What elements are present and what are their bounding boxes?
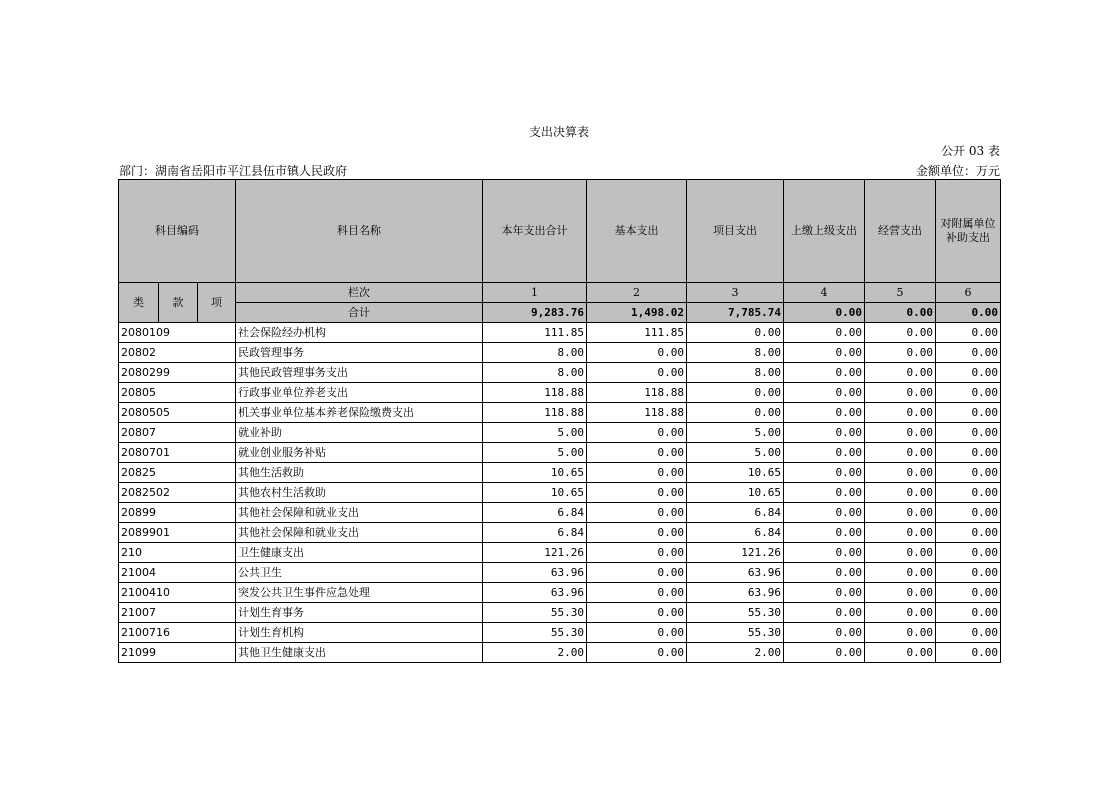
row-value-3: 5.00 <box>687 423 784 443</box>
row-code: 2080701 <box>119 443 236 463</box>
row-value-3: 63.96 <box>687 583 784 603</box>
header-xiang: 项 <box>198 283 236 323</box>
row-value-2: 111.85 <box>587 323 687 343</box>
row-value-4: 0.00 <box>784 403 865 423</box>
header-subsidiary-line2: 补助支出 <box>946 231 991 244</box>
row-value-5: 0.00 <box>865 363 936 383</box>
header-lanci: 栏次 <box>236 283 483 303</box>
row-value-6: 0.00 <box>936 403 1001 423</box>
table-row <box>119 483 1001 503</box>
total-value-2: 1,498.02 <box>587 303 687 323</box>
row-code: 2080109 <box>119 323 236 343</box>
row-value-2: 0.00 <box>587 423 687 443</box>
row-value-3: 8.00 <box>687 343 784 363</box>
column-number-2: 2 <box>587 283 687 303</box>
row-code: 20825 <box>119 463 236 483</box>
header-code: 科目编码 <box>119 180 236 283</box>
table-row <box>119 443 1001 463</box>
row-value-4: 0.00 <box>784 603 865 623</box>
table-row <box>119 423 1001 443</box>
row-value-4: 0.00 <box>784 323 865 343</box>
total-value-3: 7,785.74 <box>687 303 784 323</box>
row-value-5: 0.00 <box>865 443 936 463</box>
row-value-3: 63.96 <box>687 563 784 583</box>
row-code: 2089901 <box>119 523 236 543</box>
row-code: 2082502 <box>119 483 236 503</box>
table-row <box>119 503 1001 523</box>
row-value-2: 118.88 <box>587 383 687 403</box>
row-value-5: 0.00 <box>865 383 936 403</box>
row-value-3: 6.84 <box>687 503 784 523</box>
row-value-1: 2.00 <box>483 643 587 663</box>
row-code: 2080299 <box>119 363 236 383</box>
table-row <box>119 583 1001 603</box>
column-number-row <box>119 283 1001 303</box>
row-name: 卫生健康支出 <box>236 543 483 563</box>
row-value-6: 0.00 <box>936 483 1001 503</box>
row-value-3: 121.26 <box>687 543 784 563</box>
row-value-4: 0.00 <box>784 463 865 483</box>
row-value-5: 0.00 <box>865 543 936 563</box>
row-code: 20899 <box>119 503 236 523</box>
row-value-3: 0.00 <box>687 383 784 403</box>
row-value-4: 0.00 <box>784 363 865 383</box>
row-value-2: 0.00 <box>587 443 687 463</box>
column-number-6: 6 <box>936 283 1001 303</box>
row-name: 就业补助 <box>236 423 483 443</box>
row-value-6: 0.00 <box>936 543 1001 563</box>
table-row <box>119 643 1001 663</box>
row-value-4: 0.00 <box>784 563 865 583</box>
header-remit-superior: 上缴上级支出 <box>784 180 865 283</box>
row-value-4: 0.00 <box>784 523 865 543</box>
row-value-4: 0.00 <box>784 503 865 523</box>
row-value-2: 0.00 <box>587 503 687 523</box>
total-value-5: 0.00 <box>865 303 936 323</box>
row-value-4: 0.00 <box>784 643 865 663</box>
table-row <box>119 323 1001 343</box>
row-value-5: 0.00 <box>865 623 936 643</box>
row-value-1: 118.88 <box>483 383 587 403</box>
row-value-4: 0.00 <box>784 483 865 503</box>
row-value-5: 0.00 <box>865 463 936 483</box>
row-name: 行政事业单位养老支出 <box>236 383 483 403</box>
header-basic-expenditure: 基本支出 <box>587 180 687 283</box>
column-number-1: 1 <box>483 283 587 303</box>
row-value-1: 8.00 <box>483 343 587 363</box>
table-row <box>119 603 1001 623</box>
expenditure-table <box>118 179 1001 663</box>
row-value-2: 0.00 <box>587 483 687 503</box>
row-value-3: 10.65 <box>687 463 784 483</box>
row-value-3: 55.30 <box>687 623 784 643</box>
row-value-5: 0.00 <box>865 563 936 583</box>
row-value-5: 0.00 <box>865 583 936 603</box>
row-value-6: 0.00 <box>936 563 1001 583</box>
row-value-5: 0.00 <box>865 483 936 503</box>
row-value-6: 0.00 <box>936 523 1001 543</box>
row-value-1: 63.96 <box>483 563 587 583</box>
row-name: 民政管理事务 <box>236 343 483 363</box>
row-value-6: 0.00 <box>936 463 1001 483</box>
row-value-2: 0.00 <box>587 523 687 543</box>
row-value-1: 5.00 <box>483 443 587 463</box>
row-value-6: 0.00 <box>936 383 1001 403</box>
table-row <box>119 623 1001 643</box>
table-row <box>119 383 1001 403</box>
row-value-3: 55.30 <box>687 603 784 623</box>
row-name: 突发公共卫生事件应急处理 <box>236 583 483 603</box>
header-operating-expenditure: 经营支出 <box>865 180 936 283</box>
row-value-1: 5.00 <box>483 423 587 443</box>
row-value-5: 0.00 <box>865 503 936 523</box>
row-value-4: 0.00 <box>784 583 865 603</box>
table-row <box>119 363 1001 383</box>
row-value-3: 0.00 <box>687 403 784 423</box>
table-row <box>119 343 1001 363</box>
row-value-2: 0.00 <box>587 583 687 603</box>
header-kuan: 款 <box>159 283 198 323</box>
department-label: 部门：湖南省岳阳市平江县伍市镇人民政府 <box>119 164 348 178</box>
row-value-1: 55.30 <box>483 603 587 623</box>
total-label: 合计 <box>236 303 483 323</box>
row-value-3: 10.65 <box>687 483 784 503</box>
row-code: 2100410 <box>119 583 236 603</box>
row-code: 20802 <box>119 343 236 363</box>
row-code: 2080505 <box>119 403 236 423</box>
row-value-3: 8.00 <box>687 363 784 383</box>
header-lei: 类 <box>119 283 159 323</box>
row-name: 其他社会保障和就业支出 <box>236 523 483 543</box>
row-value-5: 0.00 <box>865 323 936 343</box>
header-subsidiary-subsidy <box>936 180 1001 283</box>
column-number-5: 5 <box>865 283 936 303</box>
row-name: 计划生育事务 <box>236 603 483 623</box>
row-value-4: 0.00 <box>784 623 865 643</box>
total-row <box>119 303 1001 323</box>
row-value-4: 0.00 <box>784 443 865 463</box>
row-value-2: 0.00 <box>587 623 687 643</box>
row-value-2: 0.00 <box>587 343 687 363</box>
row-value-6: 0.00 <box>936 643 1001 663</box>
row-value-5: 0.00 <box>865 343 936 363</box>
column-number-3: 3 <box>687 283 784 303</box>
header-subsidiary-line1: 对附属单位 <box>940 217 996 230</box>
row-value-6: 0.00 <box>936 443 1001 463</box>
table-row <box>119 523 1001 543</box>
row-name: 其他卫生健康支出 <box>236 643 483 663</box>
row-code: 20807 <box>119 423 236 443</box>
row-value-3: 0.00 <box>687 323 784 343</box>
row-value-1: 6.84 <box>483 523 587 543</box>
row-value-2: 118.88 <box>587 403 687 423</box>
column-number-4: 4 <box>784 283 865 303</box>
total-value-4: 0.00 <box>784 303 865 323</box>
row-name: 社会保险经办机构 <box>236 323 483 343</box>
header-name: 科目名称 <box>236 180 483 283</box>
row-value-3: 5.00 <box>687 443 784 463</box>
row-value-5: 0.00 <box>865 423 936 443</box>
header-total-expenditure: 本年支出合计 <box>483 180 587 283</box>
row-value-3: 2.00 <box>687 643 784 663</box>
row-name: 计划生育机构 <box>236 623 483 643</box>
form-number: 公开 03 表 <box>941 144 1000 158</box>
row-value-3: 6.84 <box>687 523 784 543</box>
row-value-6: 0.00 <box>936 343 1001 363</box>
row-value-4: 0.00 <box>784 543 865 563</box>
row-value-2: 0.00 <box>587 563 687 583</box>
row-value-4: 0.00 <box>784 423 865 443</box>
table-body <box>119 180 1001 663</box>
table-row <box>119 403 1001 423</box>
row-value-6: 0.00 <box>936 423 1001 443</box>
table-row <box>119 563 1001 583</box>
row-value-2: 0.00 <box>587 363 687 383</box>
row-value-5: 0.00 <box>865 603 936 623</box>
row-code: 21099 <box>119 643 236 663</box>
row-code: 21004 <box>119 563 236 583</box>
row-value-1: 118.88 <box>483 403 587 423</box>
row-value-5: 0.00 <box>865 523 936 543</box>
header-row <box>119 180 1001 283</box>
page-title: 支出决算表 <box>528 125 589 139</box>
row-value-4: 0.00 <box>784 383 865 403</box>
row-name: 机关事业单位基本养老保险缴费支出 <box>236 403 483 423</box>
row-value-6: 0.00 <box>936 623 1001 643</box>
row-value-6: 0.00 <box>936 363 1001 383</box>
row-value-2: 0.00 <box>587 643 687 663</box>
row-name: 其他社会保障和就业支出 <box>236 503 483 523</box>
row-code: 210 <box>119 543 236 563</box>
row-value-2: 0.00 <box>587 463 687 483</box>
row-value-1: 111.85 <box>483 323 587 343</box>
total-value-6: 0.00 <box>936 303 1001 323</box>
row-value-6: 0.00 <box>936 503 1001 523</box>
row-value-1: 121.26 <box>483 543 587 563</box>
row-name: 公共卫生 <box>236 563 483 583</box>
row-name: 其他生活救助 <box>236 463 483 483</box>
row-value-2: 0.00 <box>587 543 687 563</box>
row-name: 就业创业服务补贴 <box>236 443 483 463</box>
row-value-5: 0.00 <box>865 403 936 423</box>
row-value-1: 10.65 <box>483 463 587 483</box>
total-value-1: 9,283.76 <box>483 303 587 323</box>
row-value-4: 0.00 <box>784 343 865 363</box>
row-name: 其他农村生活救助 <box>236 483 483 503</box>
row-value-1: 63.96 <box>483 583 587 603</box>
table-row <box>119 463 1001 483</box>
row-value-2: 0.00 <box>587 603 687 623</box>
row-code: 2100716 <box>119 623 236 643</box>
table-row <box>119 543 1001 563</box>
row-value-6: 0.00 <box>936 323 1001 343</box>
row-value-1: 8.00 <box>483 363 587 383</box>
row-value-1: 10.65 <box>483 483 587 503</box>
row-value-1: 55.30 <box>483 623 587 643</box>
row-value-6: 0.00 <box>936 583 1001 603</box>
row-name: 其他民政管理事务支出 <box>236 363 483 383</box>
row-value-1: 6.84 <box>483 503 587 523</box>
row-value-6: 0.00 <box>936 603 1001 623</box>
row-code: 21007 <box>119 603 236 623</box>
row-value-5: 0.00 <box>865 643 936 663</box>
header-project-expenditure: 项目支出 <box>687 180 784 283</box>
unit-label: 金额单位：万元 <box>915 164 1000 178</box>
row-code: 20805 <box>119 383 236 403</box>
